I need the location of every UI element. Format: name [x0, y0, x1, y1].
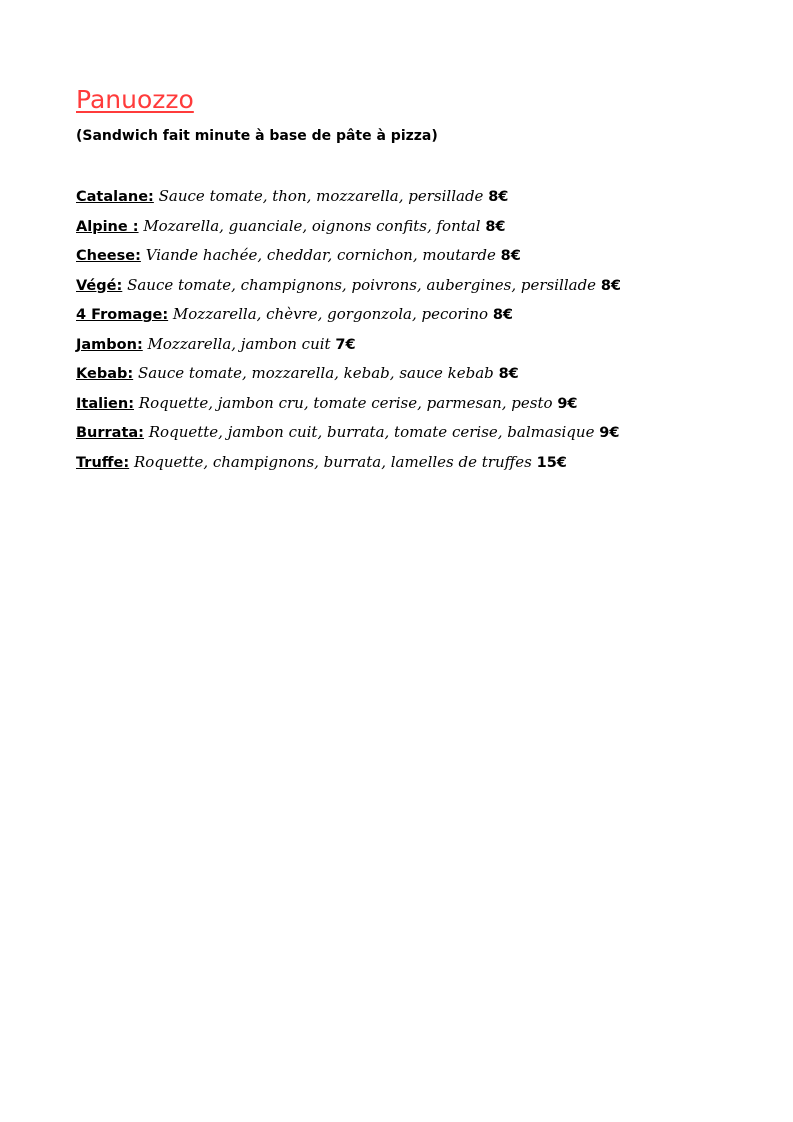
item-name: Italien: [76, 395, 135, 412]
item-price: 8€ [500, 248, 521, 264]
item-description: Mozzarella, jambon cuit [147, 334, 331, 353]
item-name: Alpine : [76, 218, 139, 235]
item-price: 15€ [536, 454, 567, 471]
menu-item [76, 271, 776, 301]
menu-item [76, 448, 776, 478]
item-price: 7€ [335, 336, 356, 353]
item-price: 8€ [492, 307, 514, 323]
page-subtitle: (Sandwich fait minute à base de pâte à pizza) [76, 128, 438, 144]
menu-item [76, 182, 776, 212]
item-description: Roquette, champignons, burrata, lamelles de truffes [133, 452, 532, 471]
item-price: 9€ [599, 425, 620, 441]
item-name: Catalane: [76, 189, 154, 205]
menu-item [76, 212, 776, 242]
menu-item [76, 418, 776, 448]
item-price: 8€ [485, 218, 506, 235]
page-title: Panuozzo [76, 85, 194, 114]
item-name: Cheese: [76, 248, 141, 264]
item-description: Mozzarella, chèvre, gorgonzola, pecorino [172, 305, 489, 323]
menu-item [76, 359, 776, 389]
item-description: Sauce tomate, champignons, poivrons, aubergines, persillade [127, 275, 597, 294]
menu-item [76, 389, 776, 419]
item-description: Sauce tomate, mozzarella, kebab, sauce kebab [137, 364, 494, 382]
item-price: 8€ [600, 277, 622, 294]
menu-page [76, 82, 776, 477]
menu-item [76, 330, 776, 360]
item-price: 8€ [498, 366, 519, 382]
item-name: Végé: [76, 277, 123, 294]
item-description: Mozarella, guanciale, oignons confits, fontal [143, 216, 481, 235]
item-price: 8€ [488, 189, 509, 205]
item-description: Roquette, jambon cuit, burrata, tomate cerise, balmasique [148, 423, 595, 441]
menu-list [76, 182, 776, 477]
item-name: Truffe: [76, 454, 130, 471]
menu-item [76, 241, 776, 271]
item-name: 4 Fromage: [76, 307, 169, 323]
item-name: Kebab: [76, 366, 134, 382]
item-description: Roquette, jambon cru, tomate cerise, parmesan, pesto [138, 393, 553, 412]
item-name: Burrata: [76, 425, 144, 441]
item-description: Viande hachée, cheddar, cornichon, moutarde [145, 246, 496, 264]
menu-item [76, 300, 776, 330]
item-description: Sauce tomate, thon, mozzarella, persillade [158, 187, 484, 205]
item-name: Jambon: [76, 336, 143, 353]
item-price: 9€ [557, 395, 578, 412]
